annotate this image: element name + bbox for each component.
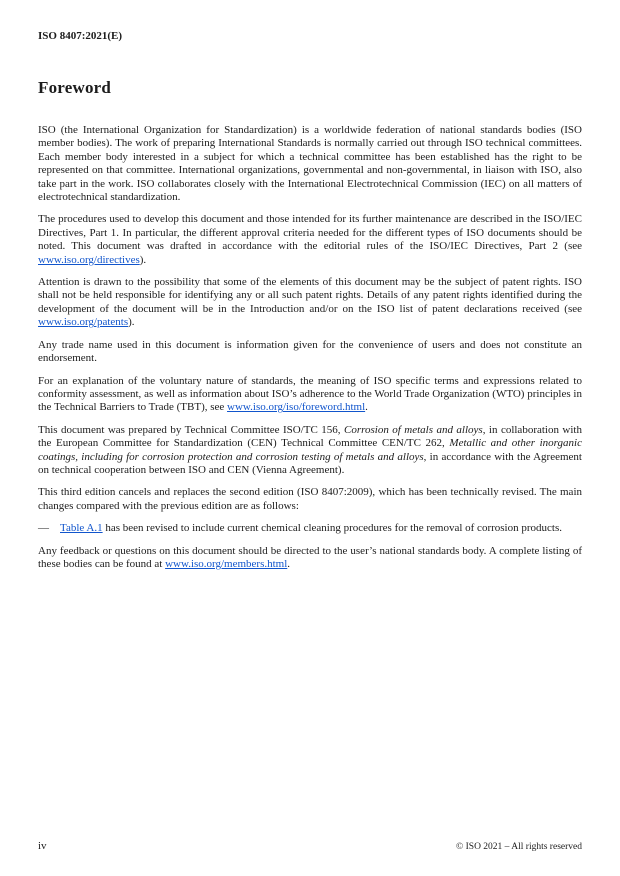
hyperlink[interactable]: Table A.1 — [60, 522, 103, 535]
text-run: Attention is drawn to the possibility that some of the elements of this document may be the subject of patent rights. ISO shall not be held responsible for identifying any or all such patent rights. Details of any patent rights identified during the development of the document will be in the Introduction and/or on the ISO list of patent declarations received (see — [38, 276, 582, 315]
italic-text-run: Metallic and other inorganic coatings, including for corrosion protection and corrosion testing of metals and alloys — [38, 437, 582, 463]
page-title: Foreword — [38, 78, 112, 97]
hyperlink[interactable]: www.iso.org/patents — [38, 316, 129, 329]
text-run: . — [365, 401, 368, 414]
text-run: , in accordance with the Agreement on technical cooperation between ISO and CEN (Vienna Agreement). — [38, 450, 582, 476]
text-run: ). — [128, 316, 135, 329]
paragraph — [38, 375, 582, 415]
paragraph — [38, 213, 582, 267]
page-number: iv — [38, 840, 47, 852]
text-run: . — [287, 557, 291, 570]
text-run: ). — [139, 253, 147, 266]
list-item-body — [60, 522, 582, 535]
paragraph — [38, 276, 582, 330]
text-run: , in collaboration with the European Committee for Standardization (CEN) Technical Committee CEN/TC 262, — [38, 423, 582, 450]
paragraph — [38, 545, 582, 572]
text-run: The procedures used to develop this document and those intended for its further maintenance are described in the ISO/IEC Directives, Part 1. In particular, the different approval criteria needed for the different types of ISO documents should be noted. This document was drafted in accordance with the editorial rules of the ISO/IEC Directives, Part 2 (see — [38, 213, 582, 253]
paragraph — [38, 486, 582, 513]
list-item — [38, 522, 582, 535]
paragraph — [38, 424, 582, 478]
text-run: This third edition cancels and replaces the second edition (ISO 8407:2009), which has been technically revised. The main changes compared with the previous edition are as follows: — [38, 486, 582, 512]
text-run: ISO (the International Organization for Standardization) is a worldwide federation of national standards bodies (ISO member bodies). The work of preparing International Standards is normally carried out through ISO technical committees. Each member body interested in a subject for which a technical committee has been established has the right to be represented on that committee. International organizations, governmental and non-governmental, in liaison with ISO, also take part in the work. ISO collaborates closely with the International Electrotechnical Commission (IEC) on all matters of electrotechnical standardization. — [38, 124, 582, 204]
page-footer — [38, 840, 582, 852]
italic-text-run: Corrosion of metals and alloys — [344, 423, 483, 436]
document-body — [38, 124, 582, 571]
hyperlink[interactable]: www.iso.org/members.html — [165, 557, 288, 570]
text-run: has been revised to include current chemical cleaning procedures for the removal of corrosion products. — [102, 522, 562, 535]
paragraph — [38, 339, 582, 366]
hyperlink[interactable]: www.iso.org/directives — [38, 253, 140, 266]
paragraph — [38, 124, 582, 204]
document-number-header: ISO 8407:2021(E) — [38, 30, 123, 42]
text-run: Any feedback or questions on this document should be directed to the user’s national standards body. A complete listing of these bodies can be found at — [38, 544, 582, 570]
list-item-marker: — — [38, 522, 49, 535]
text-run: For an explanation of the voluntary nature of standards, the meaning of ISO specific terms and expressions related to conformity assessment, as well as information about ISO’s adherence to the World Trade Organization (WTO) principles in the Technical Barriers to Trade (TBT), see — [38, 374, 582, 414]
text-run: Any trade name used in this document is information given for the convenience of users and does not constitute an endorsement. — [38, 338, 582, 365]
hyperlink[interactable]: www.iso.org/iso/foreword.html — [227, 401, 366, 414]
text-run: This document was prepared by Technical Committee ISO/TC 156, — [38, 423, 344, 436]
copyright-notice: © ISO 2021 – All rights reserved — [456, 842, 582, 852]
